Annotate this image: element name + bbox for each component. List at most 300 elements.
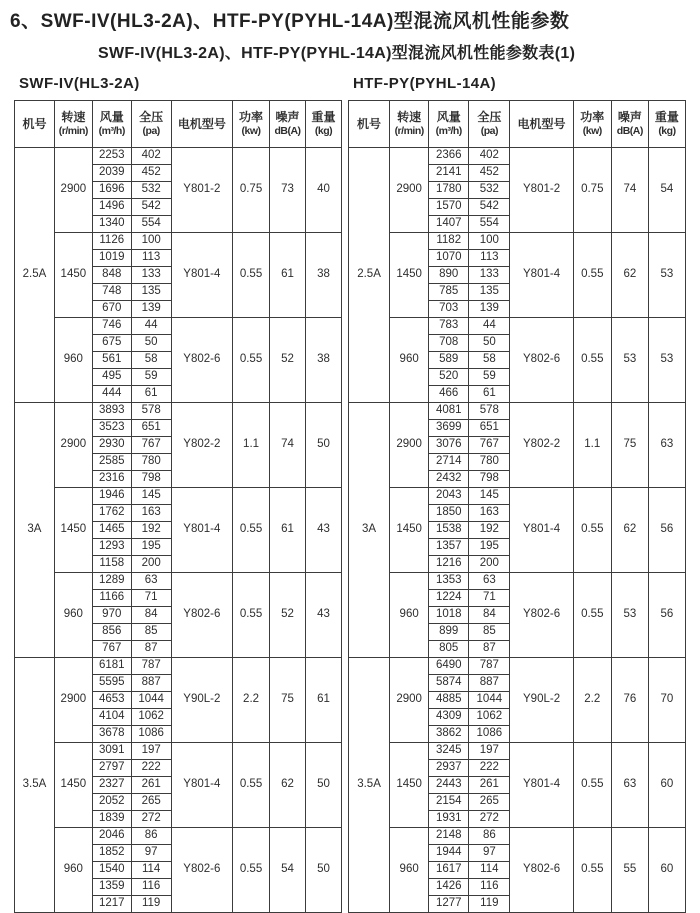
column-header-power: 功率 (kw) [573,101,611,148]
airflow-cell: 1018 [429,607,469,624]
motor-model-cell: Y90L-2 [171,658,232,743]
pressure-cell: 116 [131,879,171,896]
table-block-swf [14,75,342,913]
pressure-cell: 532 [469,182,510,199]
speed-cell: 960 [390,573,429,658]
pressure-cell: 50 [131,335,171,352]
weight-cell: 56 [648,488,685,573]
airflow-cell: 675 [92,335,131,352]
speed-cell: 1450 [390,743,429,828]
airflow-cell: 1931 [429,811,469,828]
airflow-cell: 1540 [92,862,131,879]
airflow-cell: 2154 [429,794,469,811]
column-header-unit: (pa) [142,124,160,137]
pressure-cell: 139 [469,301,510,318]
pressure-cell: 261 [131,777,171,794]
table-row [349,658,686,675]
pressure-cell: 71 [469,590,510,607]
column-header-noise: 噪声 dB(A) [270,101,306,148]
column-header-unit: (kg) [314,124,333,137]
power-cell: 0.55 [233,318,270,403]
table-row [15,658,342,675]
airflow-cell: 3862 [429,726,469,743]
airflow-cell: 1407 [429,216,469,233]
weight-cell: 50 [305,403,341,488]
pressure-cell: 887 [469,675,510,692]
pressure-cell: 767 [131,437,171,454]
airflow-cell: 1570 [429,199,469,216]
pressure-cell: 200 [131,556,171,573]
pressure-cell: 86 [469,828,510,845]
airflow-cell: 856 [92,624,131,641]
speed-cell: 2900 [390,148,429,233]
pressure-cell: 58 [131,352,171,369]
table-header [349,101,686,148]
pressure-cell: 145 [469,488,510,505]
airflow-cell: 520 [429,369,469,386]
pressure-cell: 87 [469,641,510,658]
airflow-cell: 1019 [92,250,131,267]
table-label-htf: HTF-PY(PYHL-14A) [353,75,497,92]
pressure-cell: 58 [469,352,510,369]
pressure-cell: 1062 [131,709,171,726]
noise-cell: 62 [611,233,648,318]
airflow-cell: 2046 [92,828,131,845]
page-title: 6、SWF-IV(HL3-2A)、HTF-PY(PYHL-14A)型混流风机性能参数 [10,11,570,32]
noise-cell: 62 [270,743,306,828]
power-cell: 0.55 [573,233,611,318]
noise-cell: 53 [611,573,648,658]
noise-cell: 75 [611,403,648,488]
model-cell: 2.5A [15,148,55,403]
speed-cell: 1450 [54,233,92,318]
noise-cell: 74 [270,403,306,488]
airflow-cell: 2052 [92,794,131,811]
airflow-cell: 748 [92,284,131,301]
pressure-cell: 119 [131,896,171,913]
airflow-cell: 1696 [92,182,131,199]
pressure-cell: 119 [469,896,510,913]
speed-cell: 2900 [390,403,429,488]
pressure-cell: 113 [131,250,171,267]
airflow-cell: 2937 [429,760,469,777]
airflow-cell: 3245 [429,743,469,760]
airflow-cell: 2327 [92,777,131,794]
pressure-cell: 272 [469,811,510,828]
airflow-cell: 783 [429,318,469,335]
airflow-cell: 2366 [429,148,469,165]
noise-cell: 54 [270,828,306,913]
weight-cell: 50 [305,828,341,913]
pressure-cell: 71 [131,590,171,607]
airflow-cell: 1340 [92,216,131,233]
airflow-cell: 1762 [92,505,131,522]
pressure-cell: 787 [469,658,510,675]
pressure-cell: 787 [131,658,171,675]
motor-model-cell: Y801-2 [171,148,232,233]
motor-model-cell: Y802-6 [171,828,232,913]
power-cell: 0.55 [573,828,611,913]
airflow-cell: 1426 [429,879,469,896]
table-row [15,148,342,165]
airflow-cell: 1216 [429,556,469,573]
pressure-cell: 651 [469,420,510,437]
airflow-cell: 1353 [429,573,469,590]
airflow-cell: 1850 [429,505,469,522]
table-row [349,488,686,505]
airflow-cell: 670 [92,301,131,318]
airflow-cell: 3678 [92,726,131,743]
airflow-cell: 1359 [92,879,131,896]
weight-cell: 40 [305,148,341,233]
column-header-unit: (pa) [480,124,498,137]
motor-model-cell: Y802-6 [171,573,232,658]
airflow-cell: 5595 [92,675,131,692]
airflow-cell: 444 [92,386,131,403]
airflow-cell: 1293 [92,539,131,556]
column-header-motor: 电机型号 [171,101,232,148]
table-row [349,148,686,165]
weight-cell: 43 [305,488,341,573]
speed-cell: 1450 [390,233,429,318]
noise-cell: 63 [611,743,648,828]
pressure-cell: 1086 [131,726,171,743]
tables-container [14,75,686,913]
airflow-cell: 1357 [429,539,469,556]
motor-model-cell: Y802-6 [510,828,573,913]
motor-model-cell: Y801-4 [510,233,573,318]
column-header-pressure: 全压 (pa) [131,101,171,148]
speed-cell: 2900 [54,403,92,488]
pressure-cell: 86 [131,828,171,845]
table-row [15,573,342,590]
airflow-cell: 4081 [429,403,469,420]
column-header-unit: (kw) [241,124,261,137]
pressure-cell: 798 [131,471,171,488]
airflow-cell: 1158 [92,556,131,573]
noise-cell: 62 [611,488,648,573]
airflow-cell: 2930 [92,437,131,454]
weight-cell: 38 [305,233,341,318]
airflow-cell: 1465 [92,522,131,539]
noise-cell: 76 [611,658,648,743]
model-cell: 3.5A [349,658,390,913]
pressure-cell: 87 [131,641,171,658]
model-cell: 3.5A [15,658,55,913]
column-header-model: 机号 [349,101,390,148]
airflow-cell: 6490 [429,658,469,675]
pressure-cell: 532 [131,182,171,199]
pressure-cell: 133 [131,267,171,284]
pressure-cell: 145 [131,488,171,505]
pressure-cell: 452 [131,165,171,182]
column-header-unit: dB(A) [274,124,301,137]
pressure-cell: 887 [131,675,171,692]
airflow-cell: 5874 [429,675,469,692]
airflow-cell: 1126 [92,233,131,250]
noise-cell: 75 [270,658,306,743]
airflow-cell: 1946 [92,488,131,505]
table-row [349,828,686,845]
column-header-unit: (m³/h) [98,124,125,137]
airflow-cell: 1852 [92,845,131,862]
airflow-cell: 466 [429,386,469,403]
speed-cell: 2900 [54,148,92,233]
motor-model-cell: Y802-2 [510,403,573,488]
power-cell: 0.55 [573,743,611,828]
airflow-cell: 2039 [92,165,131,182]
airflow-cell: 2714 [429,454,469,471]
weight-cell: 38 [305,318,341,403]
airflow-cell: 3523 [92,420,131,437]
pressure-cell: 578 [469,403,510,420]
pressure-cell: 85 [469,624,510,641]
weight-cell: 63 [648,403,685,488]
airflow-cell: 785 [429,284,469,301]
pressure-cell: 402 [469,148,510,165]
column-header-unit: (r/min) [394,124,424,137]
weight-cell: 43 [305,573,341,658]
pressure-cell: 133 [469,267,510,284]
speed-cell: 1450 [54,743,92,828]
airflow-cell: 703 [429,301,469,318]
pressure-cell: 222 [469,760,510,777]
noise-cell: 52 [270,573,306,658]
spec-table-htf [348,100,686,913]
column-header-pressure: 全压 (pa) [469,101,510,148]
speed-cell: 1450 [390,488,429,573]
airflow-cell: 1166 [92,590,131,607]
power-cell: 2.2 [233,658,270,743]
speed-cell: 960 [54,573,92,658]
power-cell: 2.2 [573,658,611,743]
pressure-cell: 767 [469,437,510,454]
pressure-cell: 97 [131,845,171,862]
power-cell: 0.75 [573,148,611,233]
column-header-power: 功率 (kw) [233,101,270,148]
airflow-cell: 2585 [92,454,131,471]
motor-model-cell: Y801-4 [510,488,573,573]
power-cell: 0.55 [233,233,270,318]
pressure-cell: 114 [469,862,510,879]
pressure-cell: 798 [469,471,510,488]
airflow-cell: 1289 [92,573,131,590]
pressure-cell: 59 [131,369,171,386]
table-row [15,233,342,250]
table-row [15,743,342,760]
speed-cell: 960 [54,318,92,403]
pressure-cell: 139 [131,301,171,318]
pressure-cell: 1086 [469,726,510,743]
table-row [349,403,686,420]
table-row [349,233,686,250]
pressure-cell: 85 [131,624,171,641]
pressure-cell: 135 [469,284,510,301]
power-cell: 0.55 [233,488,270,573]
column-header-noise: 噪声 dB(A) [611,101,648,148]
pressure-cell: 113 [469,250,510,267]
column-header-speed: 转速 (r/min) [54,101,92,148]
pressure-cell: 84 [469,607,510,624]
pressure-cell: 780 [469,454,510,471]
motor-model-cell: Y90L-2 [510,658,573,743]
pressure-cell: 50 [469,335,510,352]
table-row [15,318,342,335]
spec-table-swf [14,100,342,913]
motor-model-cell: Y802-2 [171,403,232,488]
pressure-cell: 192 [469,522,510,539]
speed-cell: 1450 [54,488,92,573]
column-header-motor: 电机型号 [510,101,573,148]
pressure-cell: 542 [469,199,510,216]
motor-model-cell: Y801-4 [171,233,232,318]
pressure-cell: 780 [131,454,171,471]
column-header-unit: (m³/h) [435,124,462,137]
column-header-airflow: 风量 (m³/h) [429,101,469,148]
pressure-cell: 195 [469,539,510,556]
airflow-cell: 2432 [429,471,469,488]
pressure-cell: 100 [131,233,171,250]
weight-cell: 60 [648,828,685,913]
table-header [15,101,342,148]
power-cell: 0.55 [233,573,270,658]
airflow-cell: 495 [92,369,131,386]
column-header-model: 机号 [15,101,55,148]
pressure-cell: 163 [469,505,510,522]
pressure-cell: 402 [131,148,171,165]
column-header-unit: dB(A) [616,124,643,137]
motor-model-cell: Y801-4 [171,488,232,573]
airflow-cell: 899 [429,624,469,641]
weight-cell: 50 [305,743,341,828]
motor-model-cell: Y801-4 [171,743,232,828]
table-row [349,743,686,760]
pressure-cell: 192 [131,522,171,539]
column-header-weight: 重量 (kg) [648,101,685,148]
airflow-cell: 589 [429,352,469,369]
airflow-cell: 848 [92,267,131,284]
weight-cell: 53 [648,233,685,318]
airflow-cell: 2148 [429,828,469,845]
model-cell: 2.5A [349,148,390,403]
table-row [349,318,686,335]
weight-cell: 56 [648,573,685,658]
airflow-cell: 970 [92,607,131,624]
airflow-cell: 6181 [92,658,131,675]
airflow-cell: 1224 [429,590,469,607]
speed-cell: 960 [390,828,429,913]
pressure-cell: 542 [131,199,171,216]
airflow-cell: 3699 [429,420,469,437]
airflow-cell: 890 [429,267,469,284]
power-cell: 0.75 [233,148,270,233]
airflow-cell: 3091 [92,743,131,760]
pressure-cell: 651 [131,420,171,437]
airflow-cell: 3893 [92,403,131,420]
airflow-cell: 1780 [429,182,469,199]
airflow-cell: 1070 [429,250,469,267]
motor-model-cell: Y802-6 [171,318,232,403]
pressure-cell: 44 [131,318,171,335]
column-header-unit: (kw) [582,124,602,137]
motor-model-cell: Y802-6 [510,573,573,658]
pressure-cell: 195 [131,539,171,556]
airflow-cell: 4653 [92,692,131,709]
pressure-cell: 578 [131,403,171,420]
airflow-cell: 4104 [92,709,131,726]
noise-cell: 52 [270,318,306,403]
table-label-swf: SWF-IV(HL3-2A) [19,75,140,92]
airflow-cell: 4309 [429,709,469,726]
noise-cell: 53 [611,318,648,403]
table-row [15,403,342,420]
pressure-cell: 554 [131,216,171,233]
speed-cell: 2900 [390,658,429,743]
weight-cell: 54 [648,148,685,233]
noise-cell: 61 [270,488,306,573]
airflow-cell: 1538 [429,522,469,539]
noise-cell: 73 [270,148,306,233]
table-row [349,573,686,590]
pressure-cell: 197 [469,743,510,760]
pressure-cell: 265 [469,794,510,811]
pressure-cell: 114 [131,862,171,879]
power-cell: 1.1 [233,403,270,488]
column-header-unit: (r/min) [58,124,88,137]
power-cell: 0.55 [233,743,270,828]
pressure-cell: 100 [469,233,510,250]
speed-cell: 960 [390,318,429,403]
pressure-cell: 272 [131,811,171,828]
pressure-cell: 1044 [469,692,510,709]
airflow-cell: 1182 [429,233,469,250]
pressure-cell: 163 [131,505,171,522]
pressure-cell: 1044 [131,692,171,709]
table-block-htf [348,75,686,913]
pressure-cell: 135 [131,284,171,301]
power-cell: 0.55 [573,488,611,573]
pressure-cell: 44 [469,318,510,335]
pressure-cell: 1062 [469,709,510,726]
airflow-cell: 2141 [429,165,469,182]
airflow-cell: 1944 [429,845,469,862]
airflow-cell: 805 [429,641,469,658]
pressure-cell: 59 [469,369,510,386]
pressure-cell: 197 [131,743,171,760]
airflow-cell: 746 [92,318,131,335]
pressure-cell: 452 [469,165,510,182]
airflow-cell: 1217 [92,896,131,913]
pressure-cell: 200 [469,556,510,573]
airflow-cell: 708 [429,335,469,352]
pressure-cell: 61 [469,386,510,403]
column-header-speed: 转速 (r/min) [390,101,429,148]
page-subtitle: SWF-IV(HL3-2A)、HTF-PY(PYHL-14A)型混流风机性能参数表(1) [98,45,576,62]
noise-cell: 61 [270,233,306,318]
weight-cell: 60 [648,743,685,828]
airflow-cell: 561 [92,352,131,369]
airflow-cell: 1839 [92,811,131,828]
model-cell: 3A [349,403,390,658]
pressure-cell: 261 [469,777,510,794]
pressure-cell: 61 [131,386,171,403]
pressure-cell: 265 [131,794,171,811]
pressure-cell: 116 [469,879,510,896]
pressure-cell: 63 [131,573,171,590]
weight-cell: 70 [648,658,685,743]
airflow-cell: 767 [92,641,131,658]
airflow-cell: 2253 [92,148,131,165]
